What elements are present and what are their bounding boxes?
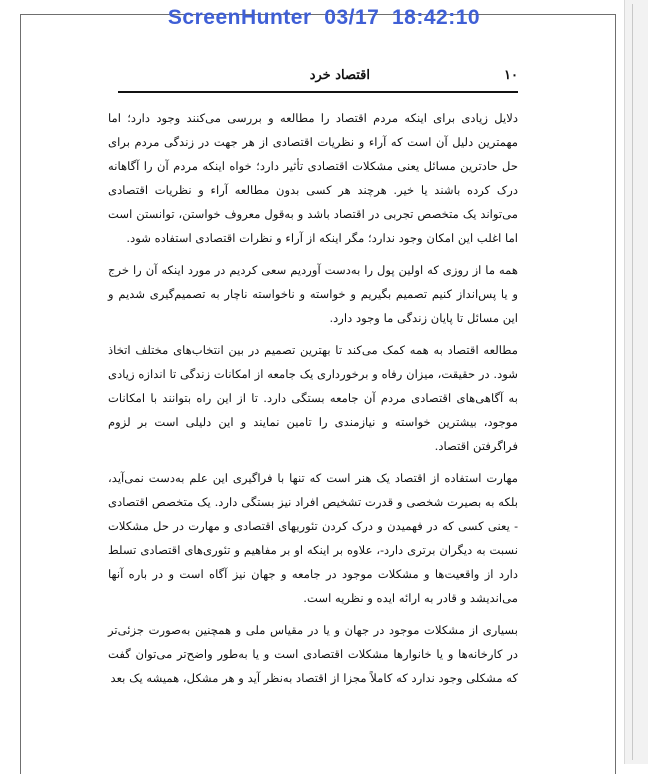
- running-title: اقتصاد خرد: [309, 68, 370, 83]
- viewer-scroll-edge[interactable]: [624, 0, 648, 764]
- header-rule: [118, 91, 518, 93]
- viewer-edge-line: [632, 4, 633, 760]
- paragraph: مهارت استفاده از اقتصاد یک هنر است که تنها با فراگیری این علم به‌دست نمی‌آید، بلکه به بصیرت شخصی و قدرت تشخیص افراد نیز بستگی دارد. یک متخصص اقتصادی - یعنی کسی که در فهمیدن و درک کردن تئوریهای اقتصادی و مهارت در حل مشکلات نسبت به دیگران برتری دارد-، علاوه بر اینکه او بر مفاهیم و تئوری‌های اقتصادی تسلط دارد از واقعیت‌ها و مشکلات موجود در جامعه و جهان نیز آگاه است و در باره آنها می‌اندیشد و قادر به ارائه ایده و نظریه است.: [108, 471, 518, 605]
- body-text: [108, 106, 518, 698]
- paragraph: دلایل زیادی برای اینکه مردم اقتصاد را مطالعه و بررسی می‌کنند وجود دارد؛ اما مهمترین دلیل آن است که آراء و نظریات اقتصادی از هر جهت در زندگی مردم برای حل حادترین مسائل یعنی مشکلات اقتصادی تأثیر دارد؛ خواه اینکه مردم آن را آگاهانه درک کرده باشند یا خیر. هرچند هر کسی بدون مطالعه آراء و نظریات اقتصادی می‌تواند یک متخصص تجربی در اقتصاد باشد و به‌قول معروف خواستن، توانستن است اما اغلب این امکان وجود ندارد؛ مگر اینکه از آراء و نظرات اقتصادی استفاده شود.: [108, 111, 518, 245]
- page-number: ۱۰: [504, 68, 518, 83]
- screenhunter-watermark: ScreenHunter 03/17 18:42:10: [167, 6, 481, 29]
- page-header: [118, 64, 518, 92]
- paragraph: همه ما از روزی که اولین پول را به‌دست آوردیم سعی کردیم در مورد اینکه آن را خرج و یا پس‌انداز کنیم تصمیم بگیریم و خواسته و ناخواسته ناچار به تصمیم‌گیری شدیم و این مسائل تا پایان زندگی ما وجود دارد.: [108, 263, 518, 325]
- paragraph: مطالعه اقتصاد به همه کمک می‌کند تا بهترین تصمیم در بین انتخاب‌های مختلف اتخاذ شود. در حقیقت، میزان رفاه و برخورداری یک جامعه از امکانات زندگی تا اندازه زیادی به آگاهی‌های اقتصادی مردم آن جامعه بستگی دارد. تا از این راه بتوانند با امکانات موجود، بیشترین خواسته و نیازمندی را تامین نمایند و این دلیلی است بر لزوم فراگرفتن اقتصاد.: [108, 343, 518, 453]
- paragraph: بسیاری از مشکلات موجود در جهان و یا در مقیاس ملی و همچنین به‌صورت جزئی‌تر در کارخانه‌ها و یا خانوارها مشکلات اقتصادی است و یا به‌طور واضح‌تر می‌توان گفت که مشکلی وجود ندارد که کاملاً مجزا از اقتصاد به‌نظر آید و هر مشکل، همیشه یک بعد: [108, 623, 518, 685]
